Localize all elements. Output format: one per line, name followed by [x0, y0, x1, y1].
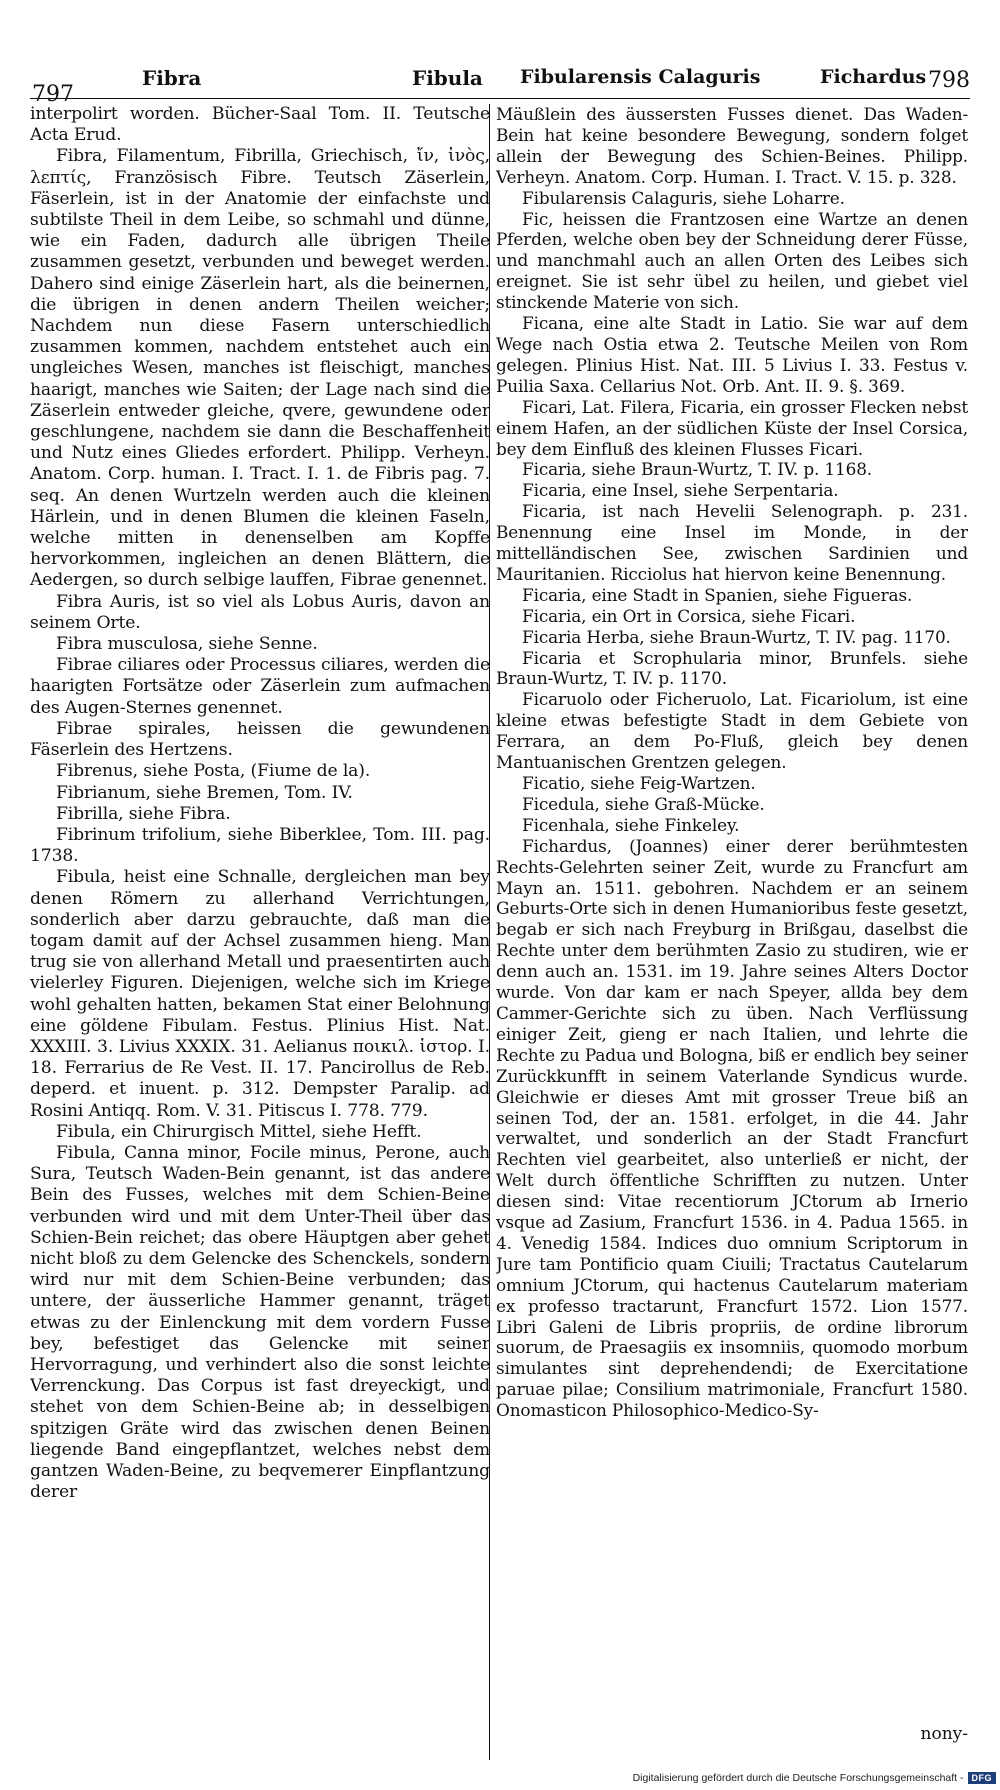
- entry-paragraph: Fibra musculosa, siehe Senne.: [56, 634, 318, 655]
- entry-paragraph: Fibra Auris, ist so viel als Lobus Auris, davon an seinem Orte.: [30, 591, 490, 633]
- entry-paragraph: Ficaria Herba, siehe Braun-Wurtz, T. IV. pag. 1170.: [522, 626, 951, 647]
- entry-paragraph: Ficatio, siehe Feig-Wartzen.: [522, 773, 756, 793]
- entry-paragraph: Fibularensis Calaguris, siehe Loharre.: [522, 187, 845, 208]
- entry-paragraph: Fibrianum, siehe Bremen, Tom. IV.: [56, 782, 353, 803]
- entry-paragraph: Fichardus, (Joannes) einer derer berühmtesten Rechts-Gelehrten seiner Zeit, wurde zu Francfurt am Mayn an. 1511. gebohren. Nachdem er an seinem Geburts-Orte sich in denen Humanioribus feste gesetzt, begab er sich nach Freyburg in Brißgau, daselbst die Rechte unter dem berühmten Zasio zu studiren, wie er denn auch an. 1531. im 19. Jahre seines Alters Doctor wurde. Von dar kam er nach Speyer, allda bey dem Cammer-Gerichte sich zu üben. Nach Verflüssung einiger Zeit, gieng er nach Italien, und lehrte die Rechte zu Padua und Bologna, biß er endlich bey seiner Zurückkunfft in seinem Vaterlande Syndicus wurde. Gleichwie er dieses Amt mit grosser Treue biß an seinen Tod, der an. 1581. erfolget, in die 44. Jahr verwaltet, und sonderlich an der Stadt Francfurt Rechten viel gearbeitet, also unterließ er nicht, der Welt durch öffentliche Schrifften zu nutzen. Unter diesen sind: Vitae recentiorum JCtorum ab Irnerio vsque ad Zasium, Francfurt 1536. in 4. Padua 1565. in 4. Venedig 1584. Indices duo omnium Scriptorum in Jure tam Pontificio quam Ciuili; Tractatus Cautelarum omnium JCtorum, qui hactenus Cautelarum materiam ex professo tractarunt, Francfurt 1572. Lion 1577. Libri Galeni de Libris propriis, de ordine librorum suorum, de Praesagiis ex insomniis, quomodo morbum simulantes sint deprehendendi; de Exercitatione paruae pilae; Consilium matrimoniale, Francfurt 1580. Onomasticon Philosophico-Medico-Sy-: [496, 835, 968, 1421]
- entry-paragraph: Fibrae spirales, heissen die gewundenen Fäserlein des Hertzens.: [30, 718, 490, 761]
- running-head-3: Fibularensis Calaguris: [520, 66, 761, 88]
- page-number-right: 798: [928, 68, 970, 93]
- entry-paragraph: Mäußlein des äussersten Fusses dienet. Das Waden-Bein hat keine besondere Bewegung, sondern folget allein der Bewegung des Schien-Beines. Philipp. Verheyn. Anatom. Corp. Human. I. Tract. V. 15. p. 328.: [496, 104, 968, 187]
- entry-paragraph: Ficari, Lat. Filera, Ficaria, ein grosser Flecken nebst einem Hafen, an der südlichen Küste der Insel Corsica, bey dem Einfluß des kleinen Flusses Ficari.: [496, 396, 968, 459]
- entry-paragraph: interpolirt worden. Bücher-Saal Tom. II. Teutsche Acta Erud.: [30, 104, 490, 146]
- entry-paragraph: Fibrae ciliares oder Processus ciliares, werden die haarigten Fortsätze oder Zäserlein zum aufmachen des Augen-Sternes genennet.: [30, 655, 490, 718]
- entry-paragraph: Fibrenus, siehe Posta, (Fiume de la).: [56, 761, 371, 782]
- entry-paragraph: Fibula, heist eine Schnalle, dergleichen man bey denen Römern zu allerhand Verrichtungen, sonderlich aber darzu gebrauchte, daß man die togam damit auf der Achsel zusammen hieng. Man trug sie von allerhand Metall und praesentirten auch vielerley Figuren. Diejenigen, welche sich im Kriege wohl gehalten hatten, bekamen Stat einer Belohnung eine göldene Fibulam. Festus. Plinius Hist. Nat. XXXIII. 3. Livius XXXIX. 31. Aelianus ποικιλ. ἱστορ. I. 18. Ferrarius de Re Vest. II. 17. Pancirollus de Reb. deperd. et inuent. p. 312. Dempster Paralip. ad Rosini Antiqq. Rom. V. 31. Pitiscus I. 778. 779.: [30, 867, 490, 1121]
- entry-paragraph: Ficedula, siehe Graß-Mücke.: [522, 793, 765, 814]
- column-divider: [489, 104, 490, 1760]
- entry-paragraph: Fibula, Canna minor, Focile minus, Perone, auch Sura, Teutsch Waden-Bein genannt, ist das andere Bein des Fusses, welches mit dem Schien-Beine verbunden wird und mit dem Unter-Theil über das Schien-Bein reichet; das obere Häuptgen aber gehet nicht bloß zu dem Gelencke des Schenckels, sondern wird nur mit dem Schien-Beine verbunden; das untere, der äusserliche Hammer genannt, träget etwas zu der Einlenckung mit dem vordern Fusse bey, befestiget das Gelencke mit seiner Hervorragung, und verhindert also die sonst leichte Verrenckung. Das Corpus ist fast dreyeckigt, und stehet von dem Schien-Beine ab; in desselbigen spitzigen Gräte wird das zwischen denen Beinen liegende Band eingepflantzet, welches nebst dem gantzen Waden-Beine, zu beqvemerer Einpflantzung derer: [30, 1142, 490, 1503]
- running-head-1: Fibra: [142, 66, 202, 90]
- entry-paragraph: Ficaruolo oder Ficheruolo, Lat. Ficariolum, ist eine kleine etwas befestigte Stadt in dem Gebiete von Ferrara, an dem Po-Fluß, gleich bey denen Mantuanischen Grentzen gelegen.: [496, 689, 968, 773]
- entry-paragraph: Ficaria, ist nach Hevelii Selenograph. p. 231. Benennung eine Insel im Monde, in der mittelländischen See, zwischen Sardinien und Mauritanien. Ricciolus hat hiervon keine Benennung.: [496, 501, 968, 584]
- entry-paragraph: Fibra, Filamentum, Fibrilla, Griechisch, ἴν, ἰνὸς, λεπτίς, Französisch Fibre. Teutsch Zäserlein, Fäserlein, ist in der Anatomie der einfachste und subtilste Theil in dem Leibe, so schmahl und dünne, wie ein Faden, dadurch alle übrigen Theile zusammen gesetzt, verbunden und beweget werden. Dahero sind einige Zäserlein hart, als die beinernen, die übrigen in denen andern Theilen weicher; Nachdem nun diese Fasern unterschiedlich zusammen kommen, nachdem entstehet auch ein ungleiches Wesen, manches ist fleischigt, manches haarigt, manches wie Saiten; der Lage nach sind die Zäserlein entweder gleiche, qvere, gewundene oder geschlungene, nachdem sie dann die Beschaffenheit und Nutz eines Gliedes erfordert. Philipp. Verheyn. Anatom. Corp. human. I. Tract. I. 1. de Fibris pag. 7. seq. An denen Wurtzeln werden auch die kleinen Härlein, und in denen Blumen die kleinen Faseln, welche mitten in denenselben am Kopffe hervorkommen, ingleichen an denen Blättern, die Aedergen, so durch selbige lauffen, Fibrae genennet.: [30, 146, 490, 591]
- running-head-4: Fichardus: [820, 66, 927, 88]
- entry-paragraph: Fibrinum trifolium, siehe Biberklee, Tom. III. pag. 1738.: [30, 824, 490, 867]
- entry-paragraph: Fibrilla, siehe Fibra.: [56, 803, 231, 824]
- left-column: [30, 104, 490, 1744]
- entry-paragraph: Ficaria, siehe Braun-Wurtz, T. IV. p. 1168.: [522, 459, 873, 480]
- entry-paragraph: Fibula, ein Chirurgisch Mittel, siehe Hefft.: [56, 1121, 422, 1142]
- entry-paragraph: Ficana, eine alte Stadt in Latio. Sie war auf dem Wege nach Ostia etwa 2. Teutsche Meilen von Rom gelegen. Plinius Hist. Nat. III. 5 Livius I. 33. Festus v. Puilia Saxa. Cellarius Not. Orb. Ant. II. 9. §. 369.: [496, 313, 968, 396]
- entry-paragraph: Fic, heissen die Frantzosen eine Wartze an denen Pferden, welche oben bey der Schneidung derer Füsse, und manchmahl auch an allen Orten des Leibes sich ereignet. Sie ist sehr übel zu heilen, und giebet viel stinckende Materie von sich.: [496, 208, 968, 313]
- catchword: nony-: [920, 1724, 968, 1744]
- page-header: [30, 62, 970, 107]
- entry-paragraph: Ficaria, eine Insel, siehe Serpentaria.: [522, 480, 839, 501]
- page-number-left: 797: [32, 82, 74, 107]
- dfg-logo-icon: DFG: [968, 1772, 997, 1784]
- entry-paragraph: Ficenhala, siehe Finkeley.: [522, 814, 740, 835]
- right-column: [496, 104, 968, 1744]
- entry-paragraph: Ficaria, eine Stadt in Spanien, siehe Figueras.: [522, 584, 913, 605]
- running-head-2: Fibula: [412, 66, 483, 90]
- entry-paragraph: Ficaria, ein Ort in Corsica, siehe Ficari.: [522, 605, 856, 626]
- digitization-footer: [608, 1770, 1000, 1786]
- entry-paragraph: Ficaria et Scrophularia minor, Brunfels. siehe Braun-Wurtz, T. IV. p. 1170.: [496, 647, 968, 689]
- footer-credit: Digitalisierung gefördert durch die Deutsche Forschungsgemeinschaft -: [632, 1772, 964, 1784]
